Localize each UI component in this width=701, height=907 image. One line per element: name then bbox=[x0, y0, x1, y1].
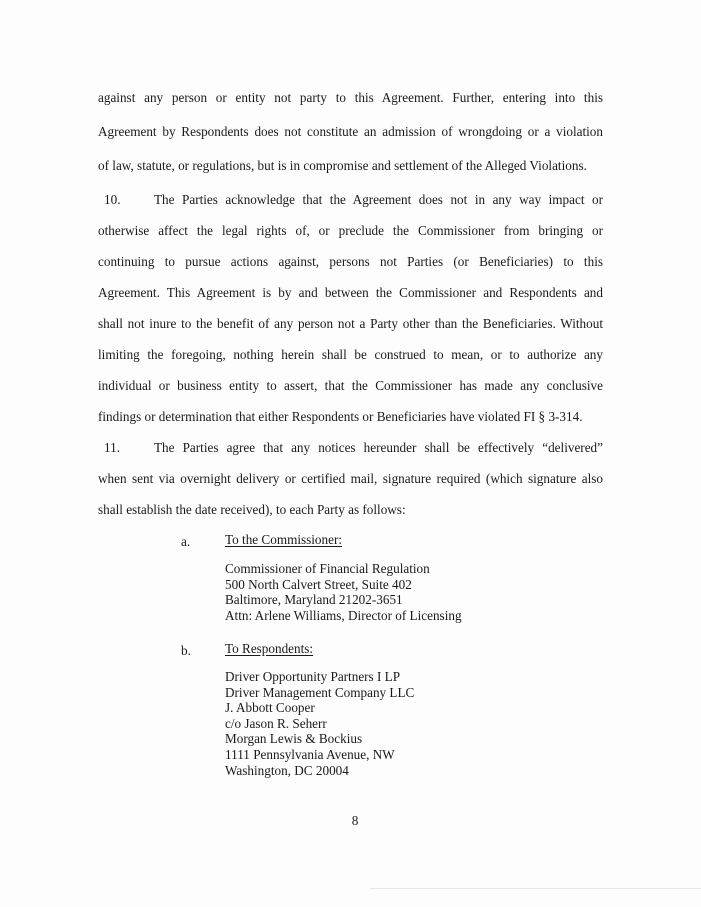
recipient-b-heading: To Respondents: bbox=[225, 641, 314, 656]
address-line: 500 North Calvert Street, Suite 402 bbox=[225, 576, 412, 592]
address-line: c/o Jason R. Seherr bbox=[225, 715, 327, 731]
address-line: 1111 Pennsylvania Avenue, NW bbox=[225, 746, 395, 762]
paragraph-number: 11. bbox=[104, 440, 120, 455]
commissioner-address-block bbox=[225, 561, 462, 623]
body-line: individual or business entity to assert, that the Commissioner has made any conclusive bbox=[98, 378, 603, 393]
page-number: 8 bbox=[351, 813, 359, 828]
recipient-b-letter: b. bbox=[181, 643, 191, 658]
body-line: The Parties agree that any notices hereunder shall be effectively “delivered” bbox=[154, 440, 603, 455]
body-line: The Parties acknowledge that the Agreement does not in any way impact or bbox=[154, 192, 603, 207]
address-line: Driver Opportunity Partners I LP bbox=[225, 669, 401, 684]
respondents-address-block bbox=[225, 669, 414, 778]
address-line: Driver Management Company LLC bbox=[225, 684, 415, 700]
address-line: J. Abbott Cooper bbox=[225, 700, 315, 716]
body-line: against any person or entity not party to this Agreement. Further, entering into this bbox=[98, 90, 603, 105]
body-line: shall establish the date received), to each Party as follows: bbox=[98, 502, 406, 517]
paragraph-11-first-line bbox=[104, 440, 603, 456]
recipient-a-heading: To the Commissioner: bbox=[225, 532, 343, 547]
body-line: Agreement by Respondents does not constitute an admission of wrongdoing or a violation bbox=[98, 124, 603, 139]
address-line: Baltimore, Maryland 21202-3651 bbox=[225, 592, 403, 608]
address-line: Commissioner of Financial Regulation bbox=[225, 561, 430, 576]
body-line: Agreement. This Agreement is by and between the Commissioner and Respondents and bbox=[98, 285, 603, 300]
body-line: when sent via overnight delivery or certified mail, signature required (which signature also bbox=[98, 471, 603, 486]
body-line: of law, statute, or regulations, but is in compromise and settlement of the Alleged Violations. bbox=[98, 158, 587, 173]
address-line: Morgan Lewis & Bockius bbox=[225, 731, 363, 747]
address-line: Washington, DC 20004 bbox=[225, 762, 349, 778]
paragraph-number: 10. bbox=[104, 192, 121, 207]
paragraph-10-first-line bbox=[104, 192, 603, 208]
body-line: otherwise affect the legal rights of, or preclude the Commissioner from bringing or bbox=[98, 223, 603, 238]
body-line: shall not inure to the benefit of any person not a Party other than the Beneficiaries. Without bbox=[98, 316, 603, 331]
recipient-a-letter: a. bbox=[181, 534, 191, 549]
body-line: findings or determination that either Respondents or Beneficiaries have violated FI § 3-314. bbox=[98, 409, 583, 424]
body-line: continuing to pursue actions against, persons not Parties (or Beneficiaries) to this bbox=[98, 254, 603, 269]
body-line: limiting the foregoing, nothing herein shall be construed to mean, or to authorize any bbox=[98, 347, 603, 362]
address-line: Attn: Arlene Williams, Director of Licensing bbox=[225, 607, 462, 623]
scan-edge-divider bbox=[370, 888, 701, 889]
